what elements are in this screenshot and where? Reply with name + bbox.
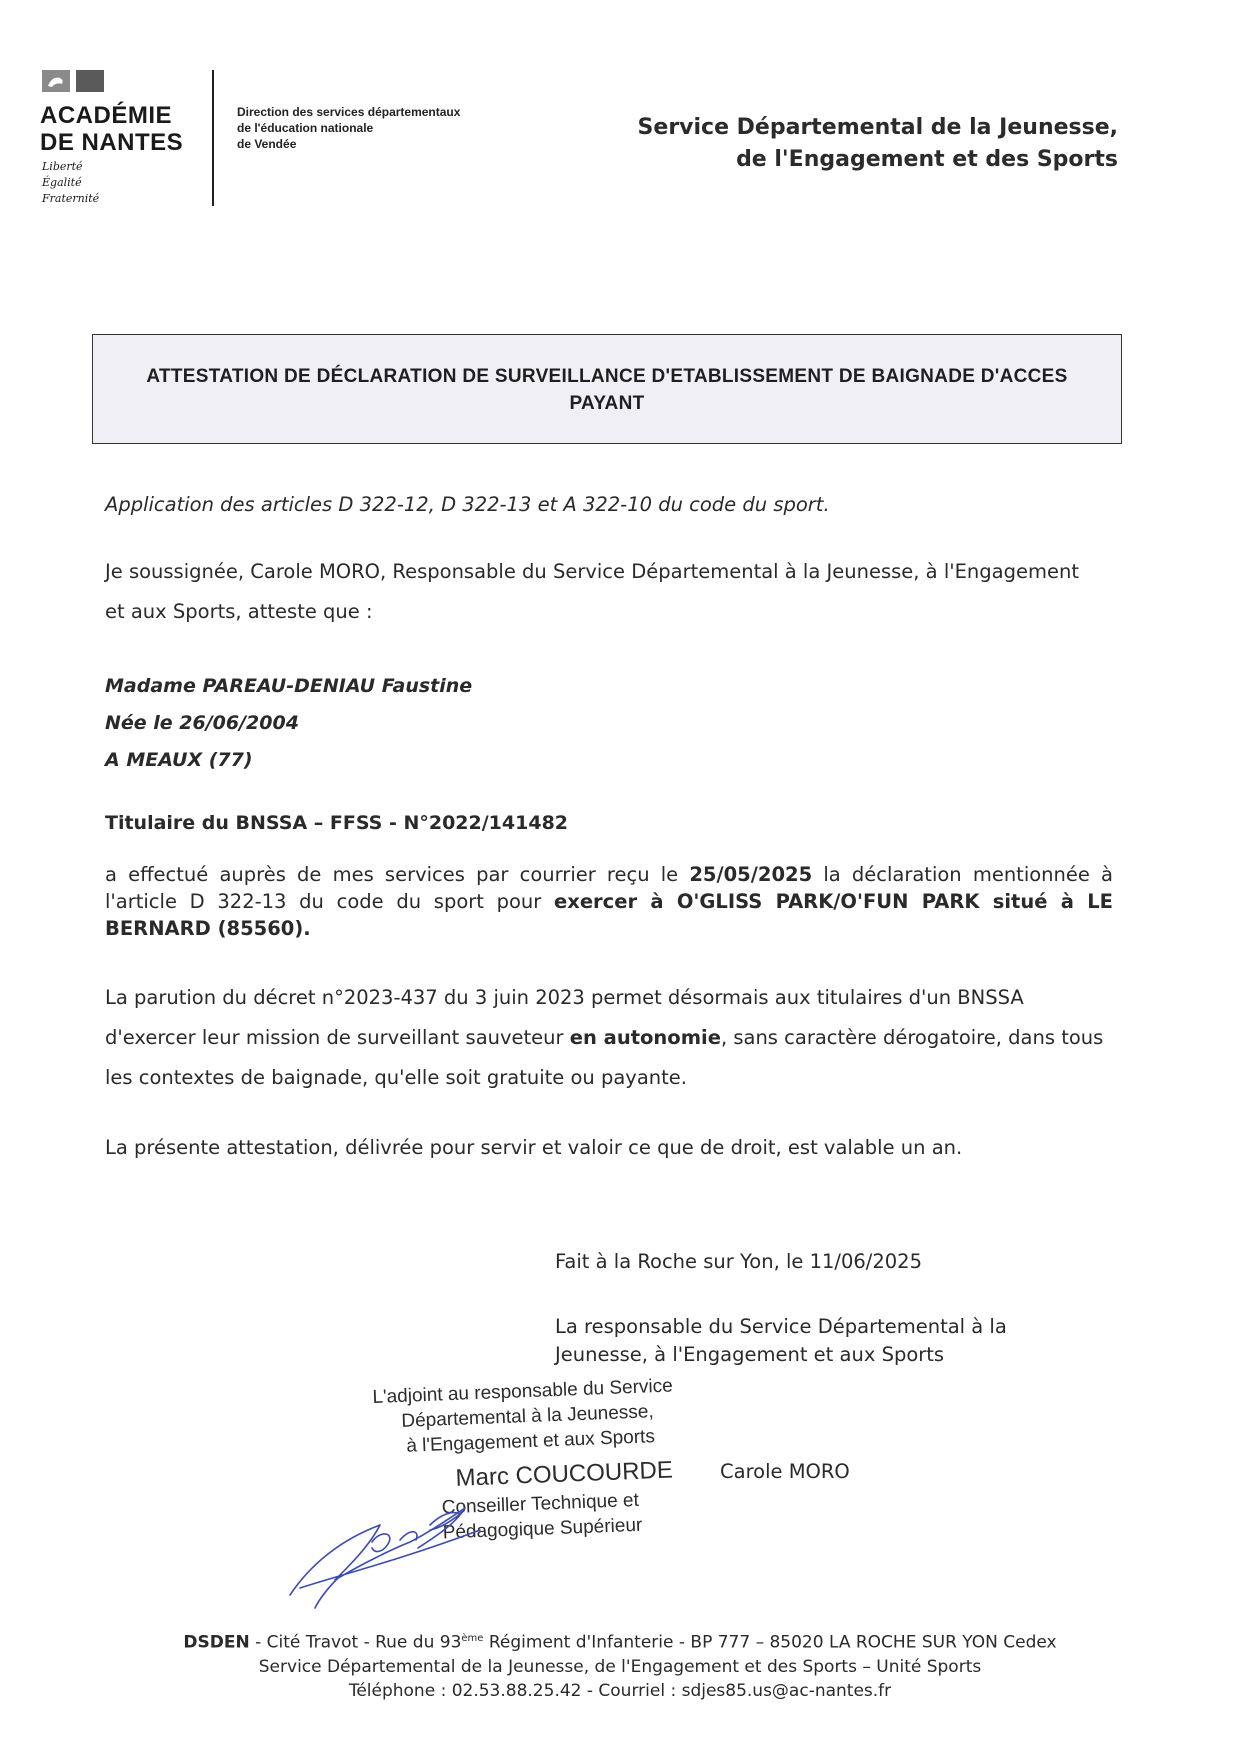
person-birth: Née le 26/06/2004 (105, 712, 299, 734)
marianne-logo-icon (42, 70, 110, 92)
declaration-paragraph: a effectué auprès de mes services par courrier reçu le 25/05/2025 la déclaration mentionnée à l'article D 322-13 du code du sport pour exercer à O'GLISS PARK/O'FUN PARK situé à LE BERNARD (85560). (105, 863, 1113, 940)
academy-name: ACADÉMIE DE NANTES (40, 102, 184, 156)
document-title-box (92, 334, 1122, 444)
footer-address: DSDEN - Cité Travot - Rue du 93ème Régiment d'Infanterie - BP 777 – 85020 LA ROCHE SUR YON Cedex Service Départemental de la Jeunesse, de l'Engagement et des Sports – Unité Sports Téléphone : 02.53.88.25.42 - Courriel : sdjes85.us@ac-nantes.fr (183, 1632, 1057, 1701)
direction-label: Direction des services départementaux de l'éducation nationale de Vendée (237, 105, 461, 151)
service-name: Service Départemental de la Jeunesse, de l'Engagement et des Sports (637, 115, 1118, 172)
header-divider (212, 70, 214, 206)
place-date: Fait à la Roche sur Yon, le 11/06/2025 (555, 1250, 922, 1273)
handwritten-signature-icon (280, 1470, 540, 1610)
person-place: A MEAUX (77) (105, 749, 253, 771)
signatory-name: Carole MORO (720, 1460, 850, 1483)
republic-motto: Liberté Égalité Fraternité (42, 160, 100, 205)
person-name: Madame PAREAU-DENIAU Faustine (105, 675, 473, 697)
official-stamp: L'adjoint au responsable du Service Départemental à la Jeunesse, à l'Engagement et aux Sports Marc COUCOURDE Conseiller Technique et Pédagogique Supérieur (372, 1375, 674, 1544)
decree-paragraph: La parution du décret n°2023-437 du 3 juin 2023 permet désormais aux titulaires d'un BNSSA d'exercer leur mission de surveillant sauveteur en autonomie, sans caractère dérogatoire, dans tous les contextes de baignade, qu'elle soit gratuite ou payante. (105, 986, 1104, 1089)
validity-statement: La présente attestation, délivrée pour servir et valoir ce que de droit, est valable un an. (105, 1136, 963, 1159)
legal-application: Application des articles D 322-12, D 322-13 et A 322-10 du code du sport. (105, 493, 830, 516)
diploma-line: Titulaire du BNSSA – FFSS - N°2022/141482 (105, 812, 569, 834)
signatory-role: La responsable du Service Départemental à la Jeunesse, à l'Engagement et aux Sports (555, 1315, 1007, 1366)
document-title: ATTESTATION DE DÉCLARATION DE SURVEILLANCE D'ETABLISSEMENT DE BAIGNADE D'ACCES PAYANT (146, 366, 1068, 414)
person-details (105, 668, 472, 779)
intro-paragraph: Je soussignée, Carole MORO, Responsable du Service Départemental à la Jeunesse, à l'Engagement et aux Sports, atteste que : (105, 560, 1079, 623)
